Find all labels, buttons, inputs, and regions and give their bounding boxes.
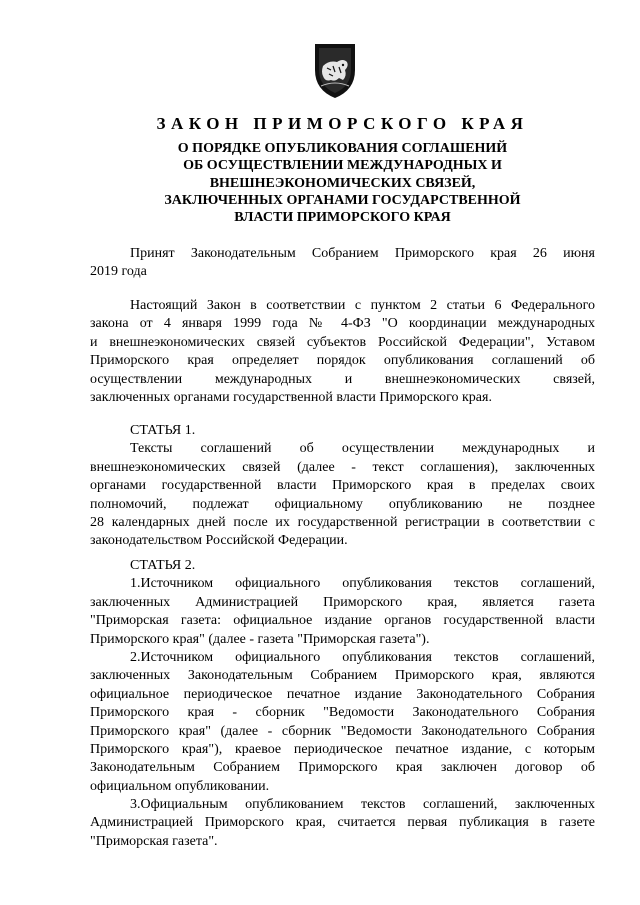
paragraph-line: 1.Источником официального опубликования текстов соглашений, [130, 576, 595, 592]
paragraph-line: внешнеэкономических связей (далее - текст соглашения), заключенных [90, 459, 595, 475]
preamble-paragraph [90, 297, 595, 407]
paragraph-line: заключенных органами государственной власти Приморского края. [90, 389, 492, 405]
subtitle-line: ОБ ОСУЩЕСТВЛЕНИИ МЕЖДУНАРОДНЫХ И [183, 158, 502, 174]
paragraph-line: Приморского края" (далее - газета "Приморская газета"). [90, 631, 430, 647]
adoption-paragraph [90, 245, 595, 282]
paragraph-line: и внешнеэкономических связей субъектов Российской Федерации", Уставом [90, 334, 595, 350]
paragraph-line: законодательством Российской Федерации. [90, 533, 348, 549]
paragraph-line: "Приморская газета". [90, 833, 218, 849]
paragraph-line: Приморского края определяет порядок опубликования соглашений об [90, 353, 595, 369]
article-2 [90, 557, 595, 851]
law-title: ЗАКОН ПРИМОРСКОГО КРАЯ [156, 114, 529, 133]
subtitle-line: О ПОРЯДКЕ ОПУБЛИКОВАНИЯ СОГЛАШЕНИЙ [177, 141, 508, 156]
paragraph-line: Приморского края - сборник "Ведомости Законодательного Собрания [90, 705, 595, 721]
paragraph-line: официальное периодическое печатное издание Законодательного Собрания [90, 686, 595, 702]
paragraph-line: Администрацией Приморского края, считается первая публикация в газете [90, 815, 595, 831]
paragraph-line: Тексты соглашений об осуществлении международных и [130, 441, 595, 457]
subtitle-line: ВНЕШНЕЭКОНОМИЧЕСКИХ СВЯЗЕЙ, [209, 175, 476, 191]
paragraph-line: заключенных Законодательным Собранием Приморского края, являются [90, 668, 595, 684]
paragraph-line: 2.Источником официального опубликования текстов соглашений, [130, 649, 595, 665]
article-heading: СТАТЬЯ 1. [130, 423, 196, 438]
subtitle-line: ЗАКЛЮЧЕННЫХ ОРГАНАМИ ГОСУДАРСТВЕННОЙ [164, 192, 521, 208]
paragraph-line: Приморского края"), краевое периодическое печатное издание, с которым [90, 741, 595, 757]
paragraph-line: закона от 4 января 1999 года № 4-ФЗ "О координации международных [90, 316, 595, 332]
article-1 [90, 422, 595, 551]
paragraph-line: Законодательным Собранием Приморского края заключен договор об [90, 760, 595, 776]
paragraph-line: Настоящий Закон в соответствии с пунктом 2 статьи 6 Федерального [130, 298, 595, 313]
paragraph-line: 28 календарных дней после их государственной регистрации в соответствии с [90, 514, 595, 530]
paragraph-line: Приморского края" (далее - сборник "Ведомости Законодательного Собрания [90, 723, 595, 739]
paragraph-line: полномочий, подлежат официальному опубликованию не позднее [90, 496, 595, 512]
law-subtitle [90, 140, 595, 226]
coat-of-arms-emblem [311, 40, 359, 100]
paragraph-line: Принят Законодательным Собранием Приморского края 26 июня [130, 246, 595, 261]
paragraph-line: органами государственной власти Приморского края в пределах своих [90, 478, 595, 494]
article-heading: СТАТЬЯ 2. [130, 558, 196, 573]
paragraph-line: осуществлении международных и внешнеэкономических связей, [90, 371, 595, 387]
paragraph-line: официальном опубликовании. [90, 778, 270, 794]
paragraph-line: заключенных Администрацией Приморского края, является газета [90, 594, 595, 610]
paragraph-line: 3.Официальным опубликованием текстов соглашений, заключенных [130, 797, 595, 813]
paragraph-line: 2019 года [90, 264, 147, 280]
subtitle-line: ВЛАСТИ ПРИМОРСКОГО КРАЯ [234, 210, 451, 226]
paragraph-line: "Приморская газета: официальное издание органов государственной власти [90, 613, 595, 629]
